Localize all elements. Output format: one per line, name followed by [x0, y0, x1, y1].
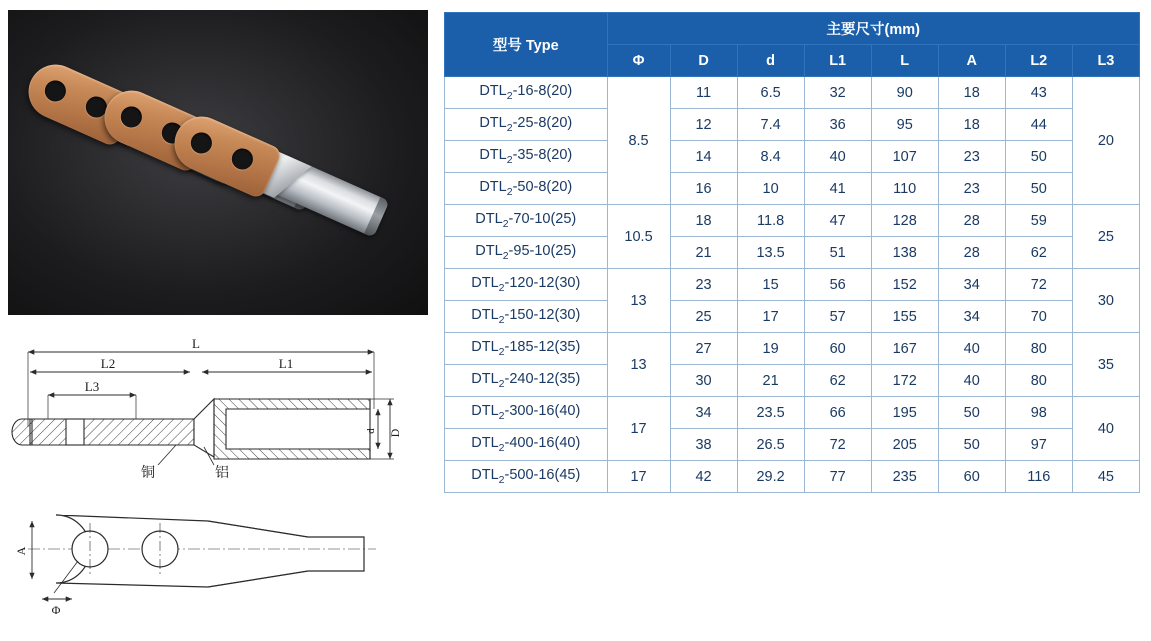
- cell-L1: 72: [804, 429, 871, 461]
- table-body: [445, 77, 1140, 493]
- cell-L2: 44: [1005, 109, 1072, 141]
- header-col-d: d: [737, 45, 804, 77]
- specification-table: [444, 12, 1140, 493]
- cell-L: 95: [871, 109, 938, 141]
- cell-A: 28: [938, 237, 1005, 269]
- table-row: [445, 77, 1140, 109]
- cell-L2: 62: [1005, 237, 1072, 269]
- cell-L2: 80: [1005, 333, 1072, 365]
- cell-L: 195: [871, 397, 938, 429]
- cell-L1: 41: [804, 173, 871, 205]
- cell-d: 6.5: [737, 77, 804, 109]
- cell-type: $DTL_2-150-12(30)$: [445, 301, 608, 333]
- header-col-D: D: [670, 45, 737, 77]
- table-row: [445, 461, 1140, 493]
- cell-L1: 60: [804, 333, 871, 365]
- cell-type: $DTL_2-185-12(35)$: [445, 333, 608, 365]
- table-row: [445, 301, 1140, 333]
- cell-d: 23.5: [737, 397, 804, 429]
- header-col-phi: Φ: [607, 45, 670, 77]
- cell-type: $DTL_2-50-8(20)$: [445, 173, 608, 205]
- table-row: [445, 237, 1140, 269]
- cell-L: 235: [871, 461, 938, 493]
- dim-label-L2: L2: [100, 356, 116, 371]
- cell-D: 42: [670, 461, 737, 493]
- table-row: [445, 141, 1140, 173]
- cell-A: 40: [938, 365, 1005, 397]
- cell-A: 23: [938, 173, 1005, 205]
- table-row: [445, 397, 1140, 429]
- cell-d: 19: [737, 333, 804, 365]
- cell-type: $DTL_2-16-8(20)$: [445, 77, 608, 109]
- cell-L1: 57: [804, 301, 871, 333]
- cell-d: 10: [737, 173, 804, 205]
- cell-A: 50: [938, 397, 1005, 429]
- cell-L: 152: [871, 269, 938, 301]
- cell-D: 27: [670, 333, 737, 365]
- cell-A: 34: [938, 301, 1005, 333]
- cell-L: 128: [871, 205, 938, 237]
- cell-D: 16: [670, 173, 737, 205]
- header-col-L2: L2: [1005, 45, 1072, 77]
- cell-A: 23: [938, 141, 1005, 173]
- cell-D: 34: [670, 397, 737, 429]
- table-row: [445, 269, 1140, 301]
- cell-L1: 77: [804, 461, 871, 493]
- cell-d: 8.4: [737, 141, 804, 173]
- cell-phi: 17: [607, 461, 670, 493]
- dim-label-L: L: [192, 337, 200, 351]
- dim-label-D: D: [388, 428, 402, 438]
- cell-L: 167: [871, 333, 938, 365]
- cell-type: $DTL_2-35-8(20)$: [445, 141, 608, 173]
- cell-L3: 40: [1072, 397, 1139, 461]
- cell-L1: 51: [804, 237, 871, 269]
- dim-label-A: A: [14, 546, 28, 556]
- cell-A: 50: [938, 429, 1005, 461]
- header-col-A: A: [938, 45, 1005, 77]
- cell-A: 28: [938, 205, 1005, 237]
- dim-label-d: d: [365, 428, 377, 434]
- cell-L2: 50: [1005, 141, 1072, 173]
- cell-L1: 62: [804, 365, 871, 397]
- cell-L2: 50: [1005, 173, 1072, 205]
- table-row: [445, 333, 1140, 365]
- cell-type: $DTL_2-70-10(25)$: [445, 205, 608, 237]
- cell-L2: 98: [1005, 397, 1072, 429]
- cell-L3: 20: [1072, 77, 1139, 205]
- cell-L3: 25: [1072, 205, 1139, 269]
- cell-L1: 47: [804, 205, 871, 237]
- cell-L3: 30: [1072, 269, 1139, 333]
- table-header: [445, 13, 1140, 77]
- cell-L2: 80: [1005, 365, 1072, 397]
- cell-L3: 35: [1072, 333, 1139, 397]
- cell-d: 17: [737, 301, 804, 333]
- cell-L1: 66: [804, 397, 871, 429]
- cell-phi: 13: [607, 269, 670, 333]
- dim-label-L3: L3: [84, 379, 100, 394]
- cell-L1: 40: [804, 141, 871, 173]
- dim-label-L1: L1: [278, 356, 294, 371]
- header-col-L: L: [871, 45, 938, 77]
- cell-D: 25: [670, 301, 737, 333]
- cell-L1: 32: [804, 77, 871, 109]
- cell-L: 107: [871, 141, 938, 173]
- table-row: [445, 109, 1140, 141]
- cell-phi: 13: [607, 333, 670, 397]
- cell-D: 14: [670, 141, 737, 173]
- cell-L2: 43: [1005, 77, 1072, 109]
- cell-A: 60: [938, 461, 1005, 493]
- cell-d: 26.5: [737, 429, 804, 461]
- cell-d: 21: [737, 365, 804, 397]
- cell-L1: 56: [804, 269, 871, 301]
- cell-A: 40: [938, 333, 1005, 365]
- cell-L2: 116: [1005, 461, 1072, 493]
- cell-L2: 70: [1005, 301, 1072, 333]
- top-plan-view: [14, 515, 376, 617]
- header-col-L3: L3: [1072, 45, 1139, 77]
- cell-L1: 36: [804, 109, 871, 141]
- cell-L: 205: [871, 429, 938, 461]
- cell-D: 11: [670, 77, 737, 109]
- left-column: [8, 10, 428, 627]
- table-row: [445, 205, 1140, 237]
- cell-d: 15: [737, 269, 804, 301]
- table-row: [445, 365, 1140, 397]
- cell-D: 18: [670, 205, 737, 237]
- cell-phi: 17: [607, 397, 670, 461]
- cell-phi: 8.5: [607, 77, 670, 205]
- technical-drawings: [8, 337, 428, 627]
- cell-d: 7.4: [737, 109, 804, 141]
- cell-L3: 45: [1072, 461, 1139, 493]
- side-section-view: [12, 337, 402, 480]
- cell-L: 110: [871, 173, 938, 205]
- table-header-row-1: [445, 13, 1140, 45]
- cell-L: 138: [871, 237, 938, 269]
- header-dimensions-group: 主要尺寸(mm): [607, 13, 1139, 45]
- cell-type: $DTL_2-120-12(30)$: [445, 269, 608, 301]
- cell-L: 172: [871, 365, 938, 397]
- cell-d: 29.2: [737, 461, 804, 493]
- cell-type: $DTL_2-300-16(40)$: [445, 397, 608, 429]
- drawing-svg: [8, 337, 428, 627]
- cell-A: 34: [938, 269, 1005, 301]
- table-row: [445, 173, 1140, 205]
- cell-A: 18: [938, 109, 1005, 141]
- cell-D: 30: [670, 365, 737, 397]
- cell-type: $DTL_2-240-12(35)$: [445, 365, 608, 397]
- cell-type: $DTL_2-400-16(40)$: [445, 429, 608, 461]
- cell-L: 90: [871, 77, 938, 109]
- cell-phi: 10.5: [607, 205, 670, 269]
- cell-L2: 59: [1005, 205, 1072, 237]
- cell-A: 18: [938, 77, 1005, 109]
- product-photo: [8, 10, 428, 315]
- cell-L: 155: [871, 301, 938, 333]
- cell-type: $DTL_2-25-8(20)$: [445, 109, 608, 141]
- cell-D: 38: [670, 429, 737, 461]
- material-label-copper: 铜: [141, 464, 155, 480]
- cell-type: $DTL_2-95-10(25)$: [445, 237, 608, 269]
- cell-D: 21: [670, 237, 737, 269]
- cell-d: 11.8: [737, 205, 804, 237]
- cell-L2: 72: [1005, 269, 1072, 301]
- cell-D: 23: [670, 269, 737, 301]
- cell-type: $DTL_2-500-16(45)$: [445, 461, 608, 493]
- material-label-aluminium: 铝: [215, 464, 229, 480]
- cell-d: 13.5: [737, 237, 804, 269]
- spec-table-container: [444, 12, 1140, 493]
- cell-D: 12: [670, 109, 737, 141]
- table-row: [445, 429, 1140, 461]
- cell-L2: 97: [1005, 429, 1072, 461]
- dim-label-phi: Φ: [51, 603, 61, 617]
- header-col-L1: L1: [804, 45, 871, 77]
- header-type: 型号 Type: [445, 13, 608, 77]
